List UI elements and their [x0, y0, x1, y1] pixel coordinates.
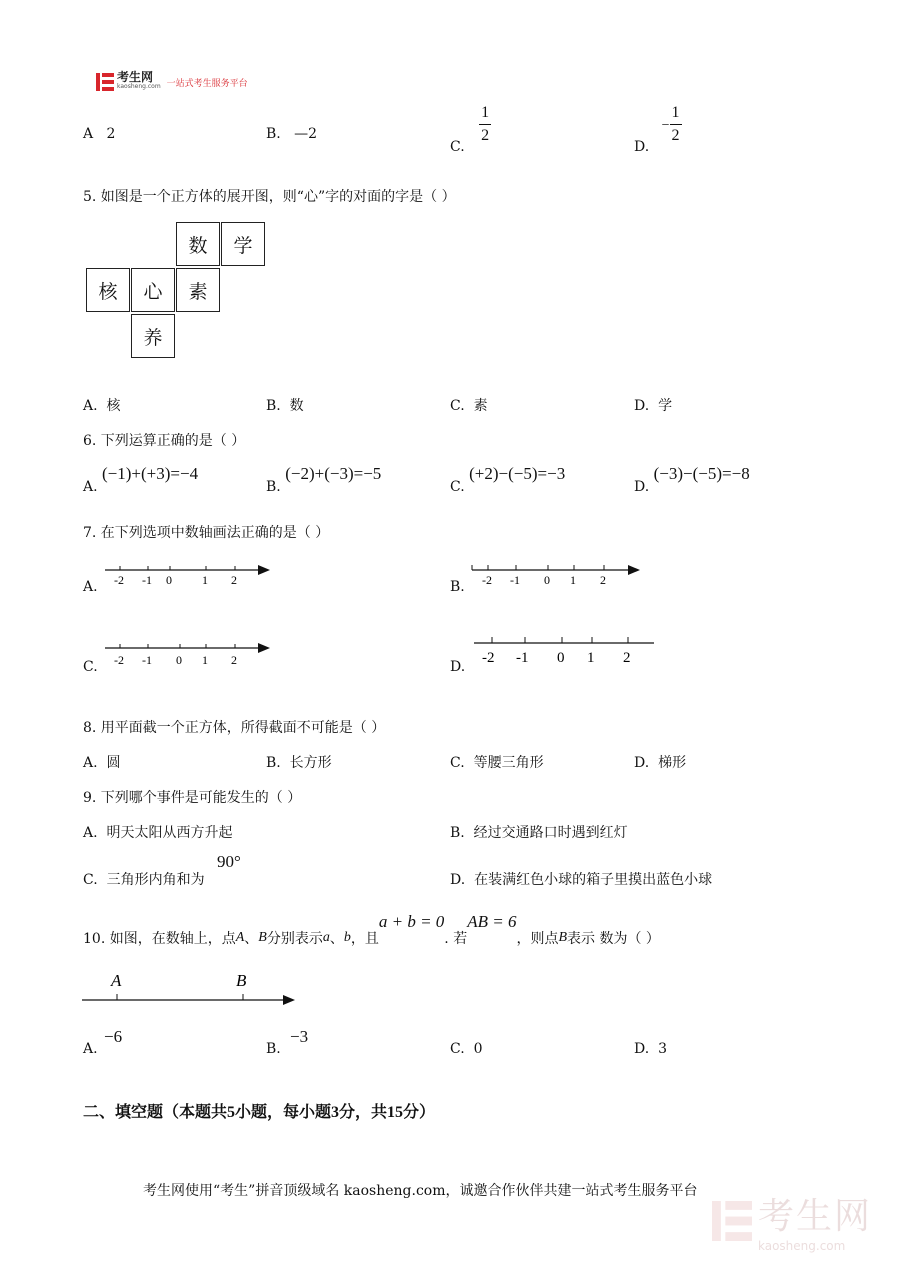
tick-label: -2	[114, 653, 124, 667]
q6-stem: 6. 下列运算正确的是（ ）	[83, 433, 246, 449]
logo-slogan: 一站式考生服务平台	[166, 78, 248, 89]
tick-label: 0	[176, 653, 182, 667]
q4-option-b: B. —2	[266, 126, 318, 142]
tick-label: 0	[166, 573, 172, 587]
tick-label: -2	[482, 573, 492, 587]
q9-option-d: D. 在装满红色小球的箱子里摸出蓝色小球	[450, 872, 713, 888]
q6-option-b: B. (−2)+(−3)=−5	[266, 464, 382, 495]
net-cell: 养	[131, 314, 175, 358]
tick-label: 1	[570, 573, 576, 587]
number-line-d	[470, 634, 660, 670]
q9-stem: 9. 下列哪个事件是可能发生的（ ）	[83, 790, 302, 806]
q10-option-b-math: −3	[290, 1027, 309, 1046]
tick-label: 0	[557, 650, 565, 666]
q7-option-b-letter: B.	[450, 579, 465, 595]
tick-label: -1	[142, 573, 152, 587]
net-cell: 心	[131, 268, 175, 312]
q7-option-d-letter: D.	[450, 659, 466, 675]
tick-label: 1	[202, 653, 208, 667]
tick-label: -2	[482, 650, 495, 666]
q6-option-d: D. (−3)−(−5)=−8	[634, 464, 750, 495]
q10-option-a-letter: A.	[83, 1041, 98, 1057]
q5-stem: 5. 如图是一个正方体的展开图，则“心”字的对面的字是（ ）	[83, 189, 456, 205]
net-cell: 学	[221, 222, 265, 266]
q4-option-c: C. $\frac{1}{2}$	[450, 104, 490, 155]
section-title: 二、填空题（本题共5小题，每小题3分，共15分）	[83, 1102, 436, 1121]
q8-stem: 8. 用平面截一个正方体，所得截面不可能是（ ）	[83, 720, 386, 736]
watermark: 考生网 kaosheng.com	[712, 1188, 872, 1253]
net-cell: 数	[176, 222, 220, 266]
tick-label: 2	[623, 650, 631, 666]
header-logo	[96, 72, 248, 92]
footer-text: 考生网使用“考生”拼音顶级域名 kaosheng.com，诚邀合作伙伴共建一站式考生服务平台	[143, 1183, 698, 1199]
q7-stem: 7. 在下列选项中数轴画法正确的是（ ）	[83, 525, 330, 541]
point-label-a: A	[111, 971, 122, 990]
q6-option-c: C. (+2)−(−5)=−3	[450, 464, 566, 495]
q5-option-a: A. 核	[83, 398, 121, 414]
q10-stem: 10. 如图，在数轴上，点A、B分别表示a、b，且a + b = 0. 若AB = 6，则点B表示 数为（ ）	[83, 912, 660, 947]
number-line-a	[100, 560, 275, 590]
q8-option-c: C. 等腰三角形	[450, 755, 544, 771]
tick-label: 1	[202, 573, 208, 587]
q4-option-d: D. − $\frac{1}{2}$	[634, 104, 680, 155]
watermark-logo-icon	[712, 1200, 752, 1242]
q9-option-c: C. 三角形内角和为	[83, 872, 205, 888]
tick-label: 1	[587, 650, 595, 666]
q10-option-b-letter: B.	[266, 1041, 281, 1057]
q10-number-line	[80, 970, 302, 1010]
tick-label: 2	[600, 573, 606, 587]
q6-option-a: A. (−1)+(+3)=−4	[83, 464, 199, 495]
number-line-c	[100, 638, 275, 670]
q5-option-b: B. 数	[266, 398, 304, 414]
q10-option-c: C. 0	[450, 1041, 483, 1057]
q10-option-d: D. 3	[634, 1041, 668, 1057]
q9-option-a: A. 明天太阳从西方升起	[83, 825, 233, 841]
fraction: $\frac{1}{2}$	[671, 104, 680, 144]
logo-text: 考生网	[117, 70, 154, 84]
point-label-b: B	[236, 971, 247, 990]
number-line-b	[468, 560, 646, 590]
tick-label: 2	[231, 573, 237, 587]
q7-option-c-letter: C.	[83, 659, 98, 675]
q9-option-b: B. 经过交通路口时遇到红灯	[450, 825, 628, 841]
net-cell: 核	[86, 268, 130, 312]
tick-label: 0	[544, 573, 550, 587]
fraction: $\frac{1}{2}$	[481, 104, 490, 144]
net-cell: 素	[176, 268, 220, 312]
q7-option-a-letter: A.	[83, 579, 98, 595]
q8-option-b: B. 长方形	[266, 755, 332, 771]
logo-icon	[96, 73, 114, 91]
q5-option-d: D. 学	[634, 398, 673, 414]
q10-option-a-math: −6	[104, 1027, 123, 1046]
tick-label: -1	[142, 653, 152, 667]
q5-option-c: C. 素	[450, 398, 488, 414]
q9-option-c-math: 90°	[217, 852, 241, 871]
tick-label: 2	[231, 653, 237, 667]
logo-sub: kaosheng.com	[117, 83, 161, 90]
q4-option-a: A 2	[83, 126, 116, 142]
tick-label: -1	[516, 650, 529, 666]
q8-option-d: D. 梯形	[634, 755, 687, 771]
tick-label: -2	[114, 573, 124, 587]
tick-label: -1	[510, 573, 520, 587]
q8-option-a: A. 圆	[83, 755, 121, 771]
